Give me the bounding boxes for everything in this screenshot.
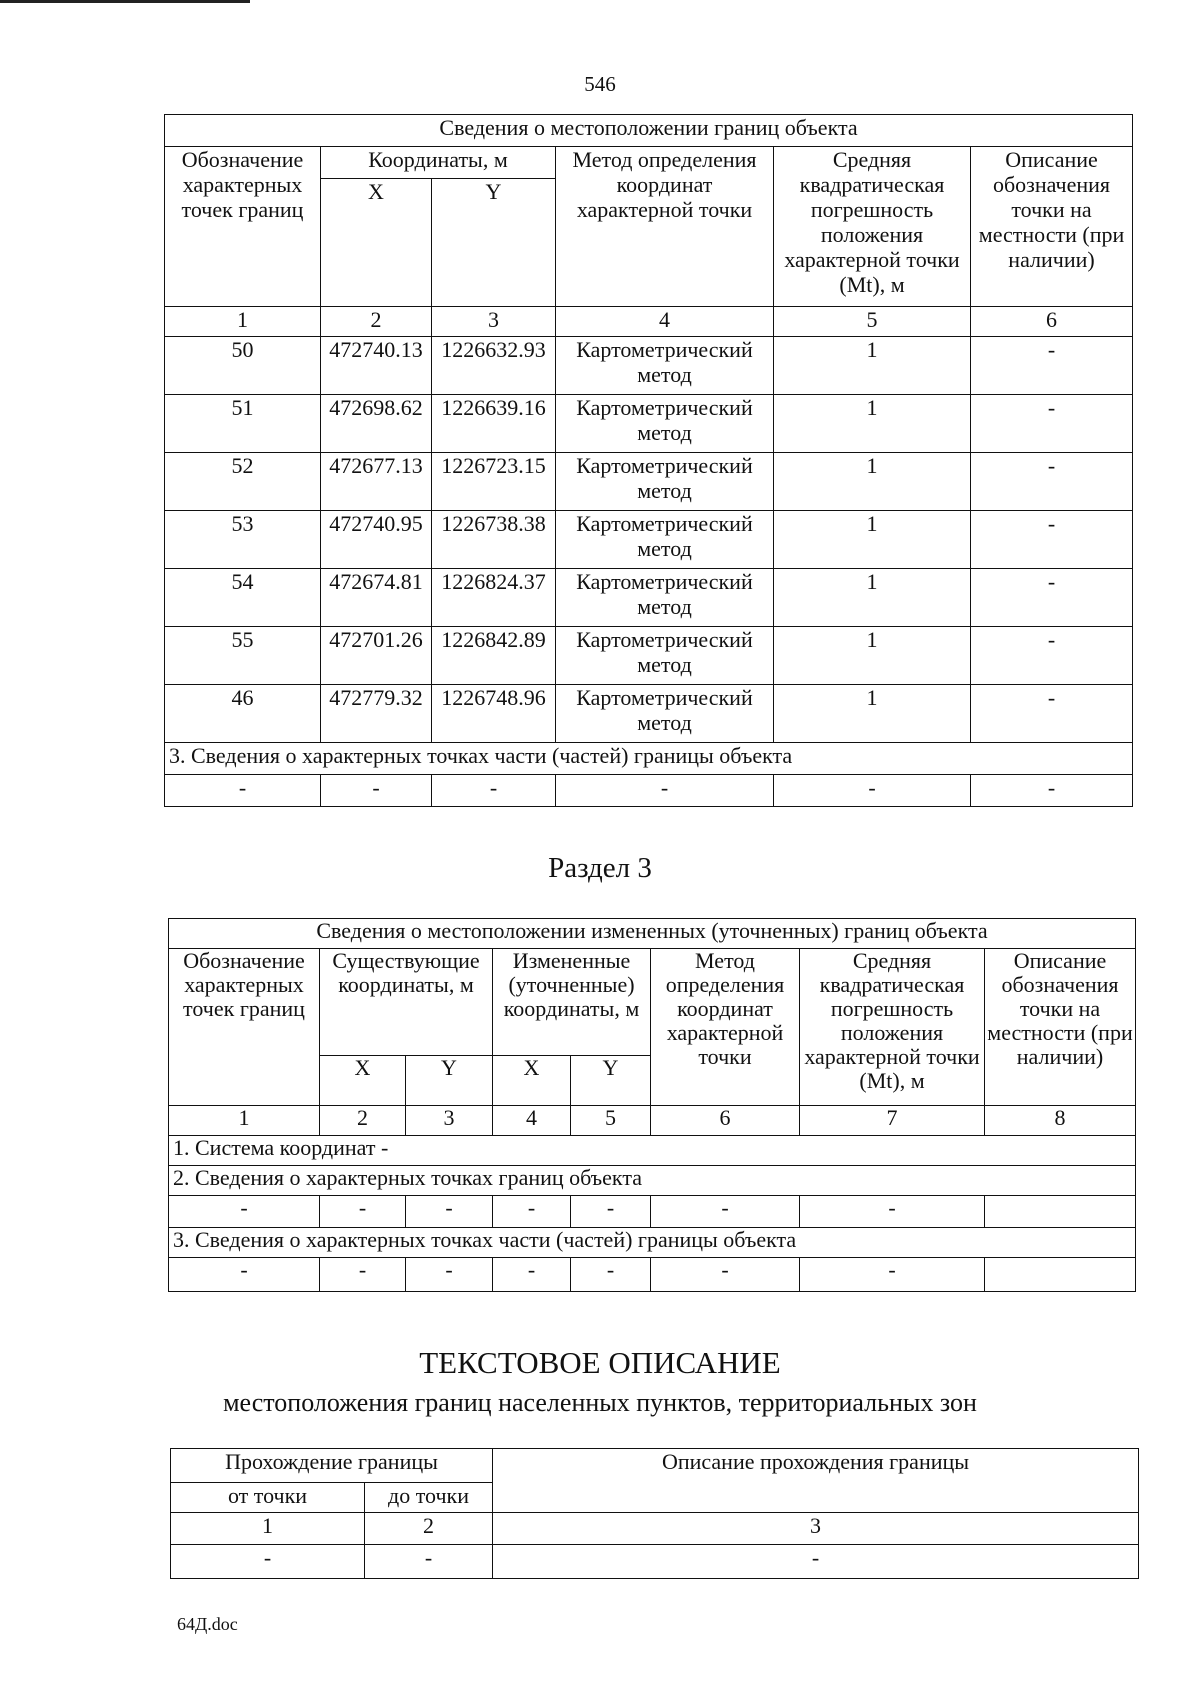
column-numbers-row	[169, 1106, 1136, 1136]
empty-cell: -	[321, 775, 432, 807]
method-value: Картометрический метод	[556, 395, 774, 453]
y-value: 1226842.89	[432, 627, 556, 685]
table-row	[169, 1258, 1136, 1292]
col-num: 1	[165, 307, 321, 337]
page-number: 546	[584, 72, 616, 96]
footer-filename: 64Д.doc	[177, 1614, 238, 1634]
method-value: Картометрический метод	[556, 569, 774, 627]
description-value: -	[971, 685, 1133, 743]
x-value: 472698.62	[321, 395, 432, 453]
empty-cell: -	[774, 775, 971, 807]
header-x: X	[321, 179, 432, 307]
empty-cell	[985, 1258, 1136, 1292]
table-row	[165, 775, 1133, 807]
column-numbers-row	[165, 307, 1133, 337]
header-method: Метод определения координат характерной точки	[556, 147, 774, 307]
header-to-point: до точки	[365, 1483, 493, 1513]
col-num: 1	[169, 1106, 320, 1136]
point-id: 50	[165, 337, 321, 395]
point-id: 52	[165, 453, 321, 511]
points-section-heading: 2. Сведения о характерных точках границ объекта	[169, 1166, 1136, 1196]
header-description: Описание обозначения точки на местности (при наличии)	[971, 147, 1133, 307]
empty-cell: -	[493, 1196, 571, 1228]
empty-cell: -	[320, 1258, 406, 1292]
error-value: 1	[774, 395, 971, 453]
col-num: 4	[556, 307, 774, 337]
col-num: 1	[171, 1513, 365, 1545]
col-num: 4	[493, 1106, 571, 1136]
y-value: 1226738.38	[432, 511, 556, 569]
header-error: Средняя квадратическая погрешность положения характерной точки (Mt), м	[774, 147, 971, 307]
header-passage-description: Описание прохождения границы	[493, 1449, 1139, 1513]
method-value: Картометрический метод	[556, 337, 774, 395]
table-row	[165, 337, 1133, 395]
description-value: -	[971, 569, 1133, 627]
col-num: 6	[971, 307, 1133, 337]
col-num: 8	[985, 1106, 1136, 1136]
description-value: -	[971, 511, 1133, 569]
header-x: X	[320, 1056, 406, 1106]
point-id: 53	[165, 511, 321, 569]
empty-cell: -	[651, 1258, 800, 1292]
header-y: Y	[406, 1056, 493, 1106]
empty-cell: -	[493, 1545, 1139, 1579]
empty-cell: -	[169, 1196, 320, 1228]
description-value: -	[971, 453, 1133, 511]
empty-cell: -	[320, 1196, 406, 1228]
section-title: Раздел 3	[548, 852, 652, 884]
y-value: 1226632.93	[432, 337, 556, 395]
text-description-title: ТЕКСТОВОЕ ОПИСАНИЕ	[419, 1345, 781, 1380]
error-value: 1	[774, 511, 971, 569]
y-value: 1226639.16	[432, 395, 556, 453]
x-value: 472740.13	[321, 337, 432, 395]
empty-cell: -	[571, 1196, 651, 1228]
method-value: Картометрический метод	[556, 627, 774, 685]
empty-cell: -	[165, 775, 321, 807]
col-num: 5	[571, 1106, 651, 1136]
col-num: 3	[493, 1513, 1139, 1545]
point-id: 55	[165, 627, 321, 685]
empty-cell: -	[406, 1258, 493, 1292]
empty-cell: -	[571, 1258, 651, 1292]
empty-cell: -	[556, 775, 774, 807]
table-row	[165, 569, 1133, 627]
table-caption: Сведения о местоположении границ объекта	[165, 115, 1133, 147]
col-num: 3	[406, 1106, 493, 1136]
x-value: 472674.81	[321, 569, 432, 627]
table-row	[165, 627, 1133, 685]
empty-cell: -	[171, 1545, 365, 1579]
col-num: 6	[651, 1106, 800, 1136]
empty-cell: -	[651, 1196, 800, 1228]
table-row	[165, 511, 1133, 569]
empty-cell: -	[800, 1196, 985, 1228]
point-id: 54	[165, 569, 321, 627]
boundary-points-table	[164, 114, 1133, 807]
boundary-passage-table	[170, 1448, 1139, 1579]
empty-cell: -	[432, 775, 556, 807]
error-value: 1	[774, 685, 971, 743]
point-id: 46	[165, 685, 321, 743]
empty-cell: -	[493, 1258, 571, 1292]
method-value: Картометрический метод	[556, 453, 774, 511]
error-value: 1	[774, 337, 971, 395]
table-row	[171, 1545, 1139, 1579]
header-point: Обозначение характерных точек границ	[165, 147, 321, 307]
error-value: 1	[774, 569, 971, 627]
table-row	[169, 1196, 1136, 1228]
empty-cell	[985, 1196, 1136, 1228]
table-row	[165, 685, 1133, 743]
col-num: 5	[774, 307, 971, 337]
table-row	[165, 453, 1133, 511]
changed-boundary-points-table	[168, 918, 1136, 1292]
header-point: Обозначение характерных точек границ	[169, 949, 320, 1106]
empty-cell: -	[800, 1258, 985, 1292]
description-value: -	[971, 337, 1133, 395]
y-value: 1226824.37	[432, 569, 556, 627]
y-value: 1226723.15	[432, 453, 556, 511]
top-edge-line	[0, 0, 250, 3]
column-numbers-row	[171, 1513, 1139, 1545]
part-section-heading: 3. Сведения о характерных точках части (частей) границы объекта	[169, 1228, 1136, 1258]
header-description: Описание обозначения точки на местности (при наличии)	[985, 949, 1136, 1106]
empty-cell: -	[169, 1258, 320, 1292]
description-value: -	[971, 627, 1133, 685]
coord-system-heading: 1. Система координат -	[169, 1136, 1136, 1166]
x-value: 472740.95	[321, 511, 432, 569]
point-id: 51	[165, 395, 321, 453]
error-value: 1	[774, 627, 971, 685]
table-caption: Сведения о местоположении измененных (уточненных) границ объекта	[169, 919, 1136, 949]
x-value: 472779.32	[321, 685, 432, 743]
header-coords: Координаты, м	[321, 147, 556, 179]
text-description-subtitle: местоположения границ населенных пунктов, территориальных зон	[223, 1388, 977, 1417]
description-value: -	[971, 395, 1133, 453]
col-num: 2	[365, 1513, 493, 1545]
part-section-heading: 3. Сведения о характерных точках части (частей) границы объекта	[165, 743, 1133, 775]
method-value: Картометрический метод	[556, 685, 774, 743]
col-num: 7	[800, 1106, 985, 1136]
x-value: 472701.26	[321, 627, 432, 685]
header-x: X	[493, 1056, 571, 1106]
header-error: Средняя квадратическая погрешность положения характерной точки (Mt), м	[800, 949, 985, 1106]
header-changed: Измененные (уточненные) координаты, м	[493, 949, 651, 1056]
header-existing: Существующие координаты, м	[320, 949, 493, 1056]
y-value: 1226748.96	[432, 685, 556, 743]
col-num: 3	[432, 307, 556, 337]
table-row	[165, 395, 1133, 453]
header-y: Y	[432, 179, 556, 307]
col-num: 2	[321, 307, 432, 337]
header-y: Y	[571, 1056, 651, 1106]
header-from-point: от точки	[171, 1483, 365, 1513]
empty-cell: -	[365, 1545, 493, 1579]
empty-cell: -	[406, 1196, 493, 1228]
method-value: Картометрический метод	[556, 511, 774, 569]
header-method: Метод определения координат характерной точки	[651, 949, 800, 1106]
error-value: 1	[774, 453, 971, 511]
empty-cell: -	[971, 775, 1133, 807]
col-num: 2	[320, 1106, 406, 1136]
x-value: 472677.13	[321, 453, 432, 511]
header-passage: Прохождение границы	[171, 1449, 493, 1483]
